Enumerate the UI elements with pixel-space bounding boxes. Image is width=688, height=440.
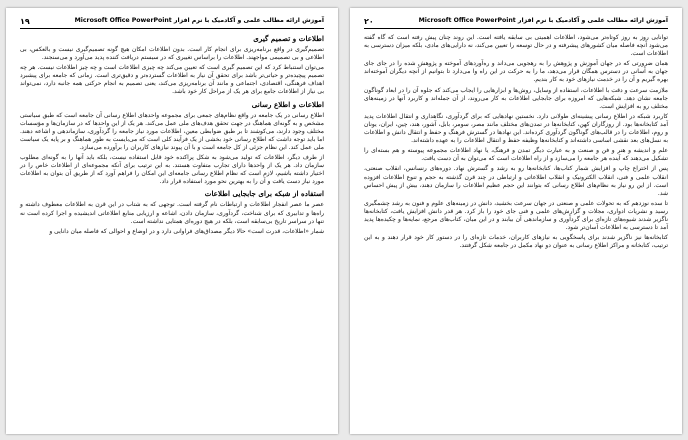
section-heading: اطلاعات و تصمیم گیری: [253, 34, 324, 43]
right-page-number: ۲۰: [364, 17, 374, 26]
paragraph: همان ضرورتی که در جهان آموزش و پژوهش را به رهجویی می‌داند و ره‌آوردهای آموخته و پژوهش شده را در جای جای جهان به آسانی در دسترس همگان قرار می‌دهد، ما را به حرکت در این راه وا می‌دارد تا بتوانیم از آنچه دیگران آموخته‌اند بهره گیریم و آن را در خدمت نیازهای خود به کار بندیم.: [364, 60, 668, 84]
paragraph: اطلاع رسانی در یک جامعه در واقع نظام‌های جمعی برای مجموعه واحدهای اطلاع رسانی آن جامعه است که طبق سیاستی مشخص و به گونه‌ای هماهنگ در جهت تحقق هدف‌های ملی عمل می‌کند. هر یک از این واحدها که در سازمان‌ها و مؤسسات مختلف وجود دارند، می‌کوشند تا بر طبق ضوابطی معین، اطلاعات مورد نیاز جامعه را گردآوری، سازماندهی و اشاعه دهند. اما باید توجه داشت که اطلاع رسانی خود بخشی از یک فرآیند کلی است که می‌بایست به طور هماهنگ و بر پایه یک سیاست ملی عمل کند. این نظام جزئی از کل جامعه است و با آن پیوند نیازهای کاربران را برآورده می‌سازد.: [20, 111, 324, 151]
paragraph: عصر ما عصر انفجار اطلاعات و ارتباطات نام گرفته است. توجهی که به شتاب در این قرن به اطلاعات معطوف داشته و راه‌ها و تدابیری که برای شناخت، گردآوری، سازمان دادن، اشاعه و ارزیابی منابع اطلاعاتی اندیشیده و اجرا کرده است نه تنها در سراسر تاریخ بی‌سابقه است، بلکه در هیچ دوره‌ای همتایی نداشته است.: [20, 201, 324, 225]
paragraph: تصمیم‌گیری در واقع برنامه‌ریزی برای انجام کار است. بدون اطلاعات امکان هیچ گونه تصمیم‌گیری نیست و بالعکس، بی اطلاعی و بی تصمیمی مواجهند. اطلاعات را براساس تغییری که در سیستم دریافت کننده پدید می‌آورد و می‌سنجند.: [20, 46, 324, 62]
left-page-number: ۱۹: [20, 17, 30, 26]
section-heading: استفاده از شبکه برای جابجایی اطلاعات: [204, 189, 324, 199]
paragraph: تا سده نوزدهم که به تحولات علمی و صنعتی در جهان سرعت بخشید، دانش در زمینه‌های علوم و فنون به رشد چشمگیری رسید و نشریات ادواری، مجلات و گزارش‌های علمی و فنی جای خود را باز کرد. هر قدر دانش افزایش یافت، کتابخانه‌ها ناگزیر شدند شیوه‌های تازه‌ای برای گردآوری و سازماندهی آن بیابند و در این میان، کتاب‌های مرجع، نمایه‌ها و چکیده‌ها پدید آمد تا دسترسی به اطلاعات آسان‌تر شود.: [364, 199, 668, 232]
paragraph: توانایی روز به روز کوتاه‌تر می‌شود، اطلاعات اهمیتی بی سابقه یافته است. این روند چنان پیش رفته است که گاه گفته می‌شود آنچه فاصله میان کشورهای پیشرفته و در حال توسعه را تعیین می‌کند، نه دارایی‌های مادی، بلکه میزان دسترسی به اطلاعات است.: [364, 34, 668, 58]
paragraph: علم و اندیشه و هنر و فن و صنعت و به عبارت دیگر تمدن و فرهنگ، یا نهاد اطلاعات مجموعه پیوسته و هم بسته‌ای را تشکیل می‌دهند که آینده هر جامعه را می‌سازد و از راه اطلاعات است که می‌توان به آن دست یافت.: [364, 147, 668, 163]
left-page-header-title: آموزش ارائه مطالب علمی و آکادمیک با نرم افزار Microsoft Office PowerPoint: [74, 17, 324, 24]
left-page-header: [20, 17, 324, 29]
right-page-header-title: آموزش ارائه مطالب علمی و آکادمیک با نرم افزار Microsoft Office PowerPoint: [418, 17, 668, 24]
paragraph: از طرف دیگر، اطلاعات که تولید می‌شود به شکل پراکنده خود قابل استفاده نیست، بلکه باید آنها را به گونه‌ای مطلوب سازمان داد. هر یک از واحدها دارای تجارب متفاوت هستند. به این ترتیب برای آنکه مجموعه‌ای از اطلاعات خاص را در اختیار داشته باشیم، لازم است که نظام اطلاع رسانی جامعه‌ای این امکان را فراهم آورد که از طریق آن بتوان به اطلاعات مورد نیاز دست یافت و آن را به بهترین نحو مورد استفاده قرار داد.: [20, 154, 324, 186]
right-page-header: [364, 17, 668, 29]
section-heading: اطلاعات و اطلاع رسانی: [251, 99, 324, 109]
left-page-body: [20, 34, 324, 236]
right-page: [350, 8, 682, 434]
paragraph: کاربرد شبکه در اطلاع رسانی پیشینه‌ای طولانی دارد. نخستین نهادهایی که برای گردآوری، نگاهداری و انتقال اطلاعات پدید آمد کتابخانه‌ها بود. از روزگاران کهن، کتابخانه‌ها در تمدن‌های مختلف مانند مصر، سومر، بابل، آشور، هند، چین، ایران، یونان و روم، اطلاعات را در قالب‌های گوناگون گردآوری کرده‌اند. این نهادها در گسترش فرهنگ و حفظ و انتقال دانش و اطلاعات به نسل‌های بعد نقشی اساسی داشته‌اند و کتابخانه‌ها وظیفه حفظ و انتقال اطلاعات را به عهده داشته‌اند.: [364, 112, 668, 145]
paragraph: شمار «اطلاعات، قدرت است» حالا دیگر مصداق‌های فراوانی دارد و در اوضاع و احوالی که فاصله میان دانایی و: [49, 227, 324, 235]
paragraph: پس از اختراع چاپ و افزایش شمار کتاب‌ها، کتابخانه‌ها رو به رشد و گسترش نهاد. دوره‌های رنسانس، انقلاب صنعتی، انقلاب علمی و فنی، انقلاب الکترونیک و انقلاب اطلاعاتی و ارتباطی در چند قرن گذشته به حجم و تنوع اطلاعات افزوده است. از این رو نیاز به نظام‌های اطلاع رسانی که بتوانند این حجم عظیم اطلاعات را سازمان دهند، بیش از پیش احساس شد.: [364, 165, 668, 197]
paragraph: کتابخانه‌ها نیز ناگزیر شدند برای پاسخگویی به نیازهای کاربران، خدمات تازه‌ای را در دستور کار خود قرار دهند و به این ترتیب، کتابخانه و مراکز اطلاع رسانی به عنوان دو نهاد مکمل در جامعه شکل گرفتند.: [364, 234, 668, 250]
left-page: [6, 8, 338, 434]
right-page-body: [364, 34, 668, 250]
paragraph: می‌توان استنباط کرد که این تصمیم گیری است که تعیین می‌کند چه چیزی اطلاعات است و چه چیز اطلاعات نیست. هر چه تصمیم پیچیده‌تر و حیاتی‌تر باشد برای تحقق آن نیاز به اطلاعات گسترده‌تر و دقیق‌تری است. زمانی که جامعه برای پیشبرد اهداف فرهنگی، اقتصادی، اجتماعی و مانند آن برنامه‌ریزی می‌کند، یعنی تصمیم به انجام حرکتی همه جانبه دارد، نمی‌تواند بی نیاز از اطلاعات جامع برای هر یک از مراحل کار خود باشد.: [20, 64, 324, 96]
paragraph: ملازمت سرعت و دقت با اطلاعات، استفاده از وسایل، روش‌ها و ابزارهایی را ایجاب می‌کند که جلوه آن را در ابعاد گوناگون جامعه نشان دهد. شبکه‌هایی که امروزه برای جابجایی اطلاعات به کار می‌روند، از آن جمله‌اند و کاربرد آنها در زمینه‌های مختلف رو به افزایش است.: [364, 86, 668, 110]
